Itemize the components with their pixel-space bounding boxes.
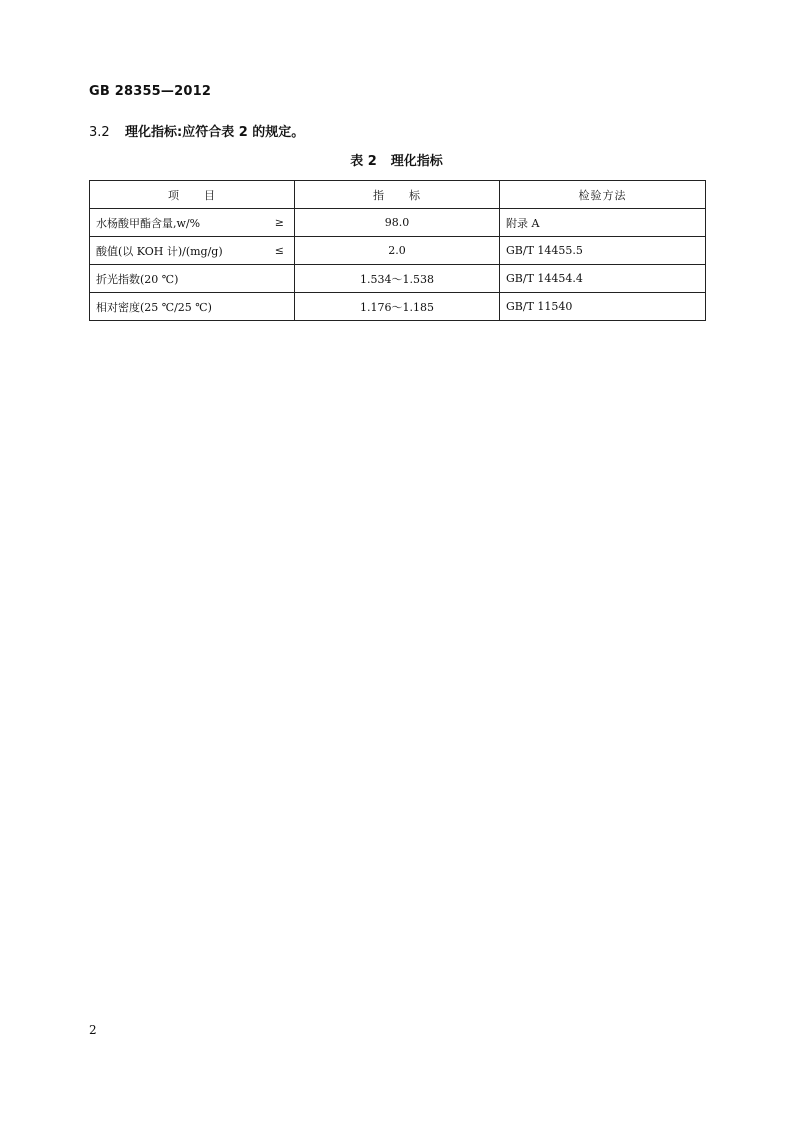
table-row	[90, 209, 706, 237]
table-caption	[89, 150, 704, 169]
item-label: 折光指数(20 ℃)	[96, 272, 179, 286]
table-header-row	[90, 181, 706, 209]
table-row	[90, 293, 706, 321]
test-method: GB/T 14454.4	[500, 265, 706, 293]
item-cell	[90, 237, 295, 265]
test-method: GB/T 14455.5	[500, 237, 706, 265]
item-cell	[90, 293, 295, 321]
spec-value: 98.0	[295, 209, 500, 237]
comparator-symbol: ≥	[274, 216, 284, 229]
clause-text: 理化指标:应符合表 2 的规定。	[125, 125, 305, 140]
clause-3-2	[89, 121, 304, 140]
table-number: 表 2	[350, 154, 377, 169]
comparator-symbol: ≤	[274, 244, 284, 257]
item-cell	[90, 265, 295, 293]
spec-value: 1.534～1.538	[295, 265, 500, 293]
running-header	[89, 84, 211, 99]
item-label: 酸值(以 KOH 计)/(mg/g)	[96, 244, 223, 258]
column-header-item: 项 目	[90, 181, 295, 209]
table-row	[90, 237, 706, 265]
clause-number: 3.2	[89, 125, 110, 140]
standard-code: GB 28355—2012	[89, 84, 212, 99]
item-label: 水杨酸甲酯含量,w/%	[96, 216, 201, 230]
table-title: 理化指标	[390, 154, 443, 169]
spec-value: 1.176～1.185	[295, 293, 500, 321]
column-header-spec: 指 标	[295, 181, 500, 209]
spec-value: 2.0	[295, 237, 500, 265]
item-label: 相对密度(25 ℃/25 ℃)	[96, 300, 212, 314]
item-cell	[90, 209, 295, 237]
test-method: GB/T 11540	[500, 293, 706, 321]
test-method: 附录 A	[500, 209, 706, 237]
table-row	[90, 265, 706, 293]
page-number: 2	[89, 1023, 97, 1037]
column-header-method: 检验方法	[500, 181, 706, 209]
physicochemical-spec-table	[89, 180, 706, 321]
